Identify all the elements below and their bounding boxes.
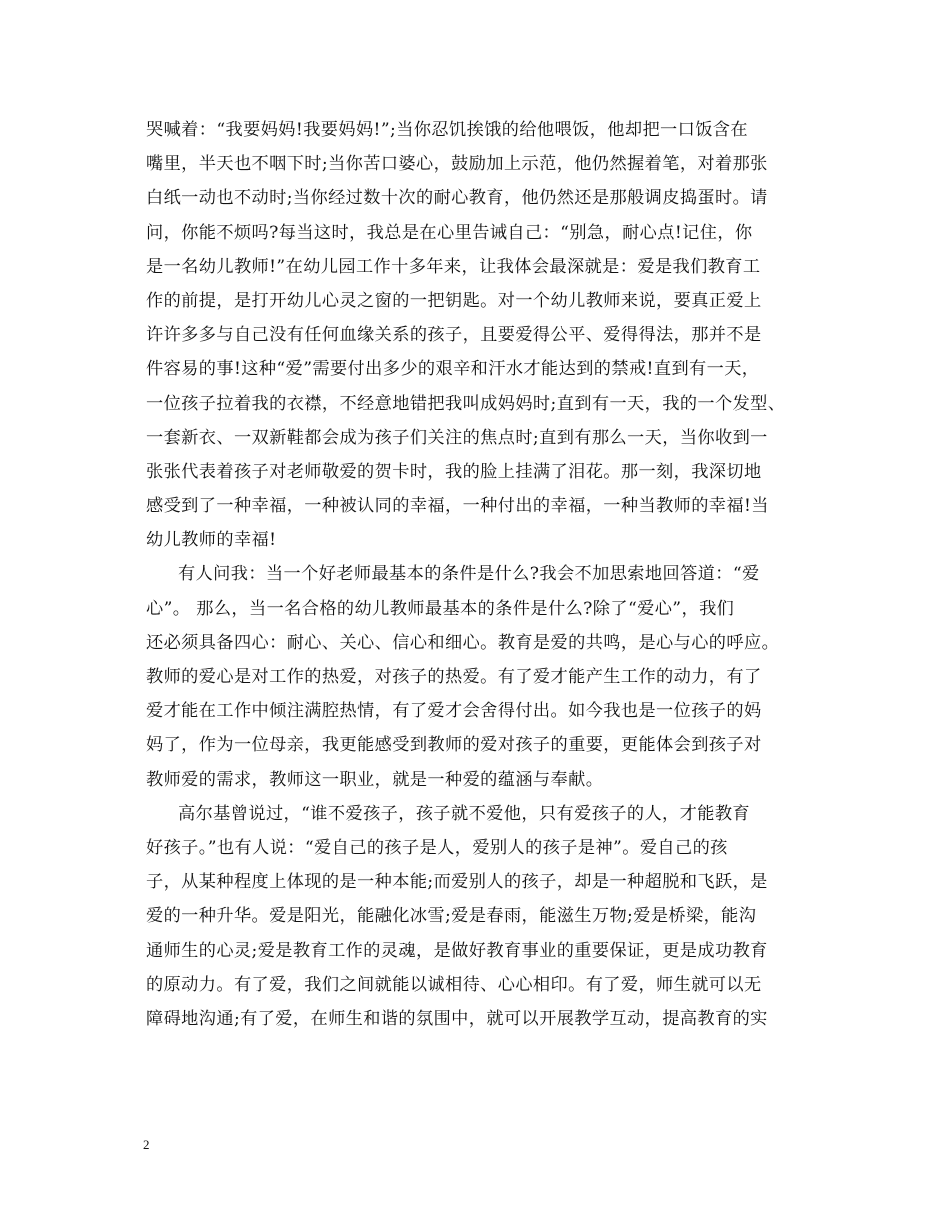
text-line: 心”。 那么，当一名合格的幼儿教师最基本的条件是什么?除了“爱心”，我们 xyxy=(146,598,735,619)
text-line: 张张代表着孩子对老师敬爱的贺卡时，我的脸上挂满了泪花。那一刻，我深切地 xyxy=(146,461,762,482)
text-line: 有人问我：当一个好老师最基本的条件是什么?我会不加思索地回答道：“爱 xyxy=(178,564,760,585)
text-line: 白纸一动也不动时;当你经过数十次的耐心教育，他仍然还是那般调皮捣蛋时。请 xyxy=(146,188,768,209)
text-line: 嘴里，半天也不咽下时;当你苦口婆心，鼓励加上示范，他仍然握着笔，对着那张 xyxy=(146,154,768,175)
text-line: 感受到了一种幸福，一种被认同的幸福，一种付出的幸福，一种当教师的幸福!当 xyxy=(146,496,769,517)
paragraph xyxy=(146,113,826,557)
text-line: 哭喊着：“我要妈妈!我要妈妈!”;当你忍饥挨饿的给他喂饭，他却把一口饭含在 xyxy=(146,120,748,140)
text-line: 问，你能不烦吗?每当这时，我总是在心里告诫自己：“别急，耐心点!记住，你 xyxy=(146,222,753,243)
page-number: 2 xyxy=(143,1137,150,1152)
text-line: 爱的一种升华。爱是阳光，能融化冰雪;爱是春雨，能滋生万物;爱是桥梁，能沟 xyxy=(146,906,757,927)
text-line: 妈了，作为一位母亲，我更能感受到教师的爱对孩子的重要，更能体会到孩子对 xyxy=(146,735,762,756)
text-line: 障碍地沟通;有了爱，在师生和谐的氛围中，就可以开展教学互动，提高教育的实 xyxy=(146,1008,768,1029)
body-text xyxy=(146,113,826,1036)
text-line: 高尔基曾说过，“谁不爱孩子，孩子就不爱他，只有爱孩子的人，才能教育 xyxy=(178,803,750,824)
text-line: 是一名幼儿教师!”在幼儿园工作十多年来，让我体会最深就是：爱是我们教育工 xyxy=(146,256,761,277)
text-line: 一位孩子拉着我的衣襟，不经意地错把我叫成妈妈时;直到有一天，我的一个发型、 xyxy=(146,393,786,414)
text-line: 还必须具备四心：耐心、关心、信心和细心。教育是爱的共鸣，是心与心的呼应。 xyxy=(146,632,780,653)
text-line: 子，从某种程度上体现的是一种本能;而爱别人的孩子，却是一种超脱和飞跃，是 xyxy=(146,872,768,893)
text-line: 许许多多与自己没有任何血缘关系的孩子，且要爱得公平、爱得得法，那并不是 xyxy=(146,325,762,346)
text-line: 一套新衣、一双新鞋都会成为孩子们关注的焦点时;直到有那么一天，当你收到一 xyxy=(146,427,768,448)
text-line: 的原动力。有了爱，我们之间就能以诚相待、心心相印。有了爱，师生就可以无 xyxy=(146,974,762,995)
text-line: 幼儿教师的幸福! xyxy=(146,530,277,551)
paragraph xyxy=(146,797,826,1036)
text-line: 好孩子。”也有人说：“爱自己的孩子是人，爱别人的孩子是神”。爱自己的孩 xyxy=(146,837,728,858)
text-line: 件容易的事!这种“爱”需要付出多少的艰辛和汗水才能达到的禁戒!直到有一天， xyxy=(146,359,760,380)
text-line: 教师爱的需求，教师这一职业，就是一种爱的蕴涵与奉献。 xyxy=(146,769,604,790)
text-line: 作的前提，是打开幼儿心灵之窗的一把钥匙。对一个幼儿教师来说，要真正爱上 xyxy=(146,290,762,311)
text-line: 通师生的心灵;爱是教育工作的灵魂，是做好教育事业的重要保证，更是成功教育 xyxy=(146,940,768,961)
paragraph xyxy=(146,557,826,796)
text-line: 教师的爱心是对工作的热爱，对孩子的热爱。有了爱才能产生工作的动力，有了 xyxy=(146,667,762,687)
text-line: 爱才能在工作中倾注满腔热情，有了爱才会舍得付出。如今我也是一位孩子的妈 xyxy=(146,701,762,722)
